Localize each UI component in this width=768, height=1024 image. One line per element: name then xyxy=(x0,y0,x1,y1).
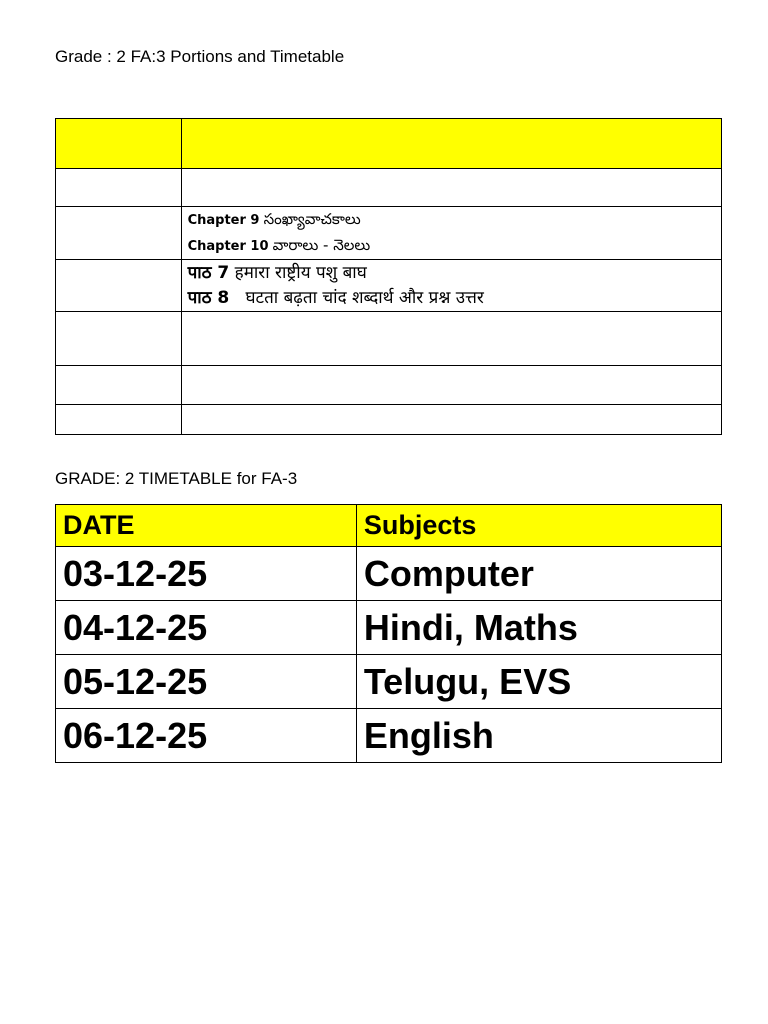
chapter-label: Chapter 9 xyxy=(187,213,260,228)
portions-content-cell xyxy=(181,312,721,366)
portions-subject-cell xyxy=(56,312,182,366)
subjects-cell: Hindi, Maths xyxy=(356,601,721,655)
hindi-chapter-line xyxy=(188,261,721,286)
portions-subject-cell xyxy=(56,169,182,207)
subjects-cell: Computer xyxy=(356,547,721,601)
chapter-label: पाठ 7 xyxy=(187,262,230,283)
portions-row xyxy=(56,405,722,435)
subjects-cell: Telugu, EVS xyxy=(356,655,721,709)
portions-content-cell xyxy=(181,169,721,207)
timetable-row xyxy=(56,601,722,655)
portions-subject-cell xyxy=(56,366,182,405)
subjects-cell: English xyxy=(356,709,721,763)
date-cell: 04-12-25 xyxy=(56,601,357,655)
portions-header-row xyxy=(56,119,722,169)
portions-content-cell xyxy=(181,405,721,435)
portions-row-telugu xyxy=(56,207,722,260)
chapter-title: हमारा राष्ट्रीय पशु बाघ xyxy=(234,262,367,283)
date-cell: 05-12-25 xyxy=(56,655,357,709)
timetable-heading: GRADE: 2 TIMETABLE for FA-3 xyxy=(55,469,298,488)
portions-header-cell-subject xyxy=(56,119,182,169)
hindi-portions-cell xyxy=(181,260,721,312)
timetable-row xyxy=(56,655,722,709)
date-column-header: DATE xyxy=(56,505,357,547)
hindi-chapter-line xyxy=(188,286,721,311)
portions-heading: Grade : 2 FA:3 Portions and Timetable xyxy=(55,47,345,66)
chapter-label: Chapter 10 xyxy=(187,239,269,254)
portions-row xyxy=(56,366,722,405)
timetable-header-row xyxy=(56,505,722,547)
date-cell: 06-12-25 xyxy=(56,709,357,763)
portions-row xyxy=(56,169,722,207)
timetable-row xyxy=(56,547,722,601)
timetable-row xyxy=(56,709,722,763)
portions-subject-cell xyxy=(56,405,182,435)
portions-row xyxy=(56,312,722,366)
chapter-title: సంఖ్యావాచకాలు xyxy=(263,210,361,228)
chapter-title: వారాలు - నెలలు xyxy=(272,236,371,254)
portions-table xyxy=(55,118,722,435)
portions-content-cell xyxy=(181,366,721,405)
telugu-chapter-line xyxy=(188,233,721,259)
portions-subject-cell xyxy=(56,260,182,312)
timetable-table xyxy=(55,504,722,763)
portions-subject-cell xyxy=(56,207,182,260)
chapter-label: पाठ 8 xyxy=(187,287,230,308)
portions-header-cell-portion xyxy=(181,119,721,169)
telugu-chapter-line xyxy=(188,207,721,233)
telugu-portions-cell xyxy=(181,207,721,260)
portions-row-hindi xyxy=(56,260,722,312)
subjects-column-header: Subjects xyxy=(356,505,721,547)
date-cell: 03-12-25 xyxy=(56,547,357,601)
chapter-title: घटता बढ़ता चांद शब्दार्थ और प्रश्न उत्तर xyxy=(245,287,484,308)
